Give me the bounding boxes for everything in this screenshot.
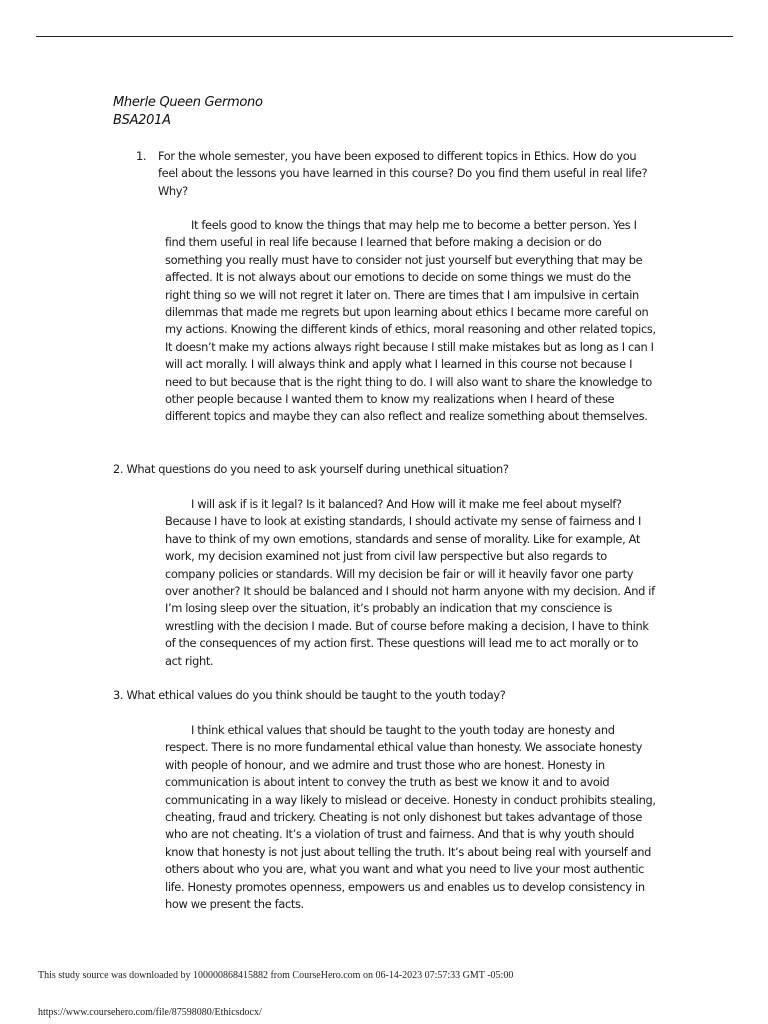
answer-1: It feels good to know the things that may help me to become a better person. Yes I find them useful in real life because I learned that before making a decision or do something you really must have to consider not just yourself but everything that may be affected. It is not always about our emotions to decide on some things we must do the right thing so we will not regret it later on. There are times that I am impulsive in certain dilemmas that made me regrets but upon learning about ethics I became more careful on my actions. Knowing the different kinds of ethics, moral reasoning and other related topics, It doesn’t make my actions always right because I still make mistakes but as long as I can I will act morally. I will always think and apply what I learned in this course not because I need to but because that is the right thing to do. I will also want to share the knowledge to other people because I wanted them to know my realizations when I heard of these different topics and maybe they can also reflect and realize something about themselves. [165, 218, 656, 424]
header-rule [36, 36, 733, 37]
question-1-number: 1. [136, 149, 147, 163]
question-1-text: For the whole semester, you have been exposed to different topics in Ethics. How do you feel about the lessons you have learned in this course? Do you find them useful in real life? Why? [158, 149, 648, 198]
author-block [113, 94, 263, 130]
download-source-notice: This study source was downloaded by 100000868415882 from CourseHero.com on 06-14-2023 07:57:33 GMT -05:00 [38, 970, 514, 981]
answer-3: I think ethical values that should be taught to the youth today are honesty and respect. There is no more fundamental ethical value than honesty. We associate honesty with people of honour, and we admire and trust those who are honest. Honesty in communication is about intent to convey the truth as best we know it and to avoid communicating in a way likely to mislead or deceive. Honesty in conduct prohibits stealing, cheating, fraud and trickery. Cheating is not only dishonest but takes advantage of those who are not cheating. It’s a violation of trust and fairness. And that is why youth should know that honesty is not just about telling the truth. It’s about being real with yourself and others about who you are, what you want and what you need to live your most authentic life. Honesty promotes openness, empowers us and enables us to develop consistency in how we present the facts. [165, 723, 656, 912]
question-3: 3. What ethical values do you think should be taught to the youth today? [113, 688, 506, 702]
question-1 [136, 148, 656, 200]
source-url-link[interactable]: https://www.coursehero.com/file/87598080/Ethicsdocx/ [38, 1007, 262, 1018]
answer-2: I will ask if is it legal? Is it balanced? And How will it make me feel about myself? Because I have to look at existing standards, I should activate my sense of fairness and I have to think of my own emotions, standards and sense of morality. Like for example, At work, my decision examined not just from civil law perspective but also regards to company policies or standards. Will my decision be fair or will it heavily favor one party over another? It should be balanced and I should not harm anyone with my decision. And if I’m losing sleep over the situation, it’s probably an indication that my conscience is wrestling with the decision I made. But of course before making a decision, I have to think of the consequences of my action first. These questions will lead me to act morally or to act right. [165, 497, 655, 668]
question-2: 2. What questions do you need to ask yourself during unethical situation? [113, 462, 509, 476]
author-name: Mherle Queen Germono [113, 95, 263, 110]
author-section: BSA201A [113, 113, 171, 128]
